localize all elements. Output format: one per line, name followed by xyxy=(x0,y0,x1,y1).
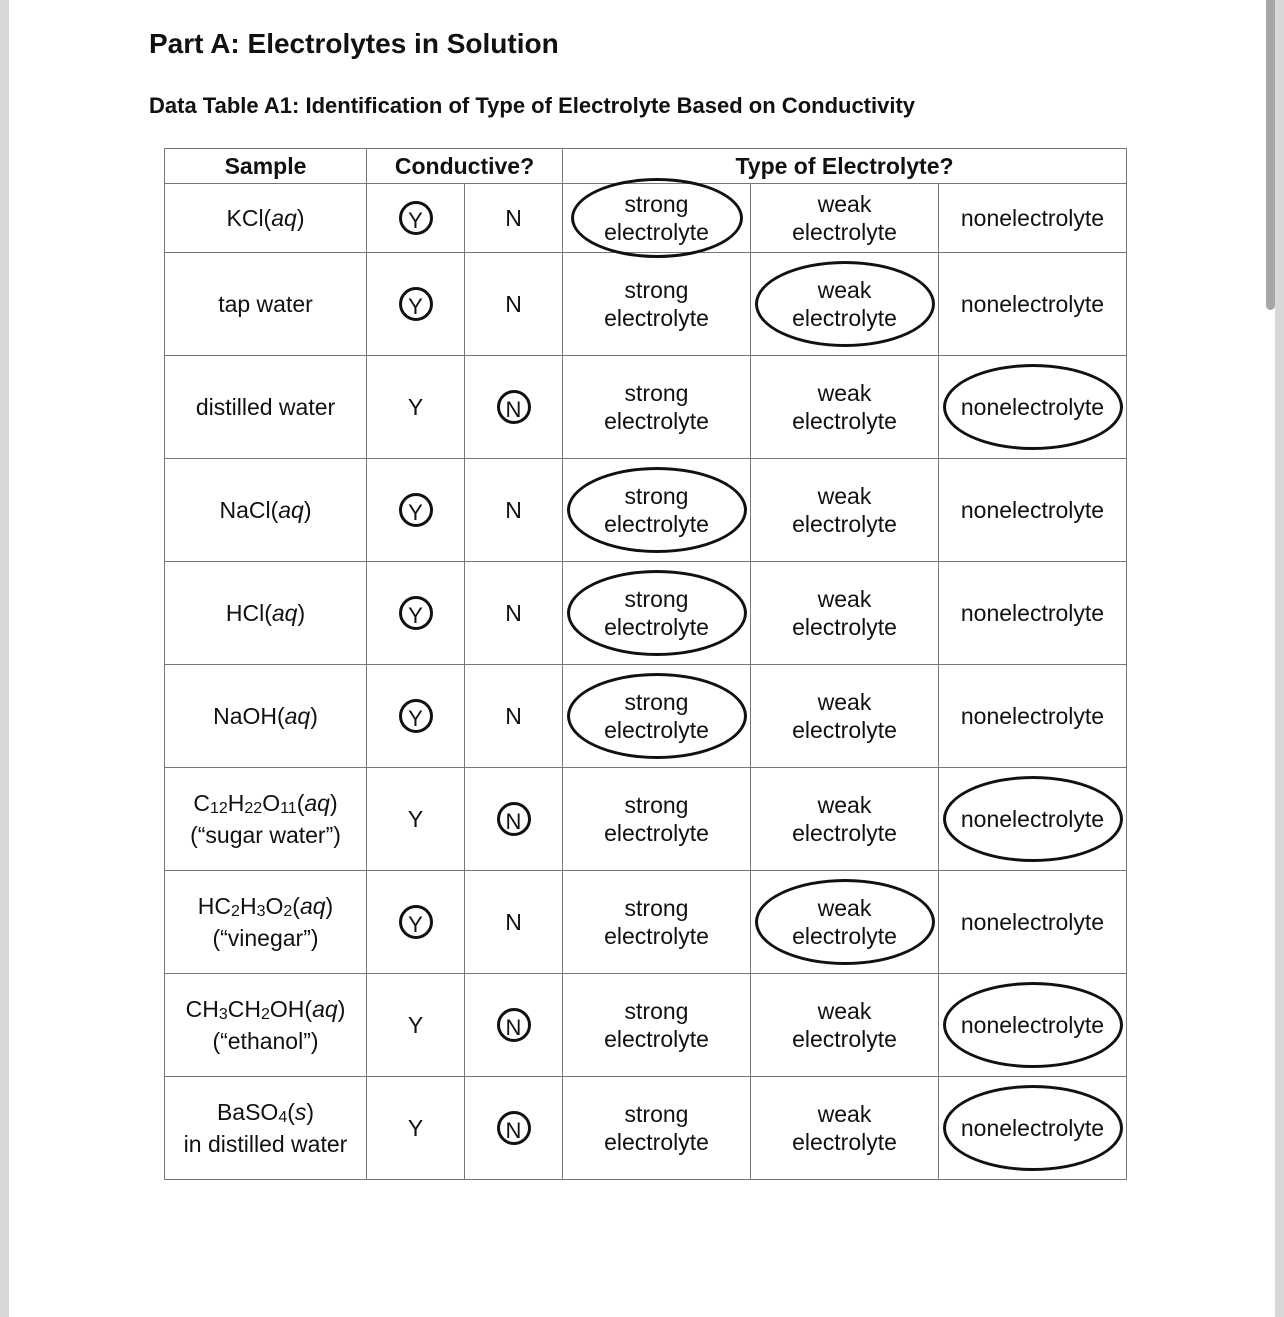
table-row xyxy=(165,768,1127,871)
sample-cell: NaCl(aq) xyxy=(165,459,367,562)
option-weak-electrolyte[interactable]: weak electrolyte xyxy=(751,768,939,871)
header-sample: Sample xyxy=(165,149,367,184)
table-row xyxy=(165,871,1127,974)
selection-circle xyxy=(567,673,747,759)
conductive-yes[interactable]: Y xyxy=(367,1077,465,1180)
conductive-no[interactable]: N xyxy=(465,356,563,459)
conductive-yes[interactable]: Y xyxy=(367,253,465,356)
sample-cell: tap water xyxy=(165,253,367,356)
header-type: Type of Electrolyte? xyxy=(563,149,1127,184)
option-strong-electrolyte[interactable]: strong electrolyte xyxy=(563,459,751,562)
option-nonelectrolyte[interactable]: nonelectrolyte xyxy=(939,871,1127,974)
option-weak-electrolyte[interactable]: weak electrolyte xyxy=(751,665,939,768)
table-row xyxy=(165,459,1127,562)
table-row xyxy=(165,356,1127,459)
option-nonelectrolyte[interactable]: nonelectrolyte xyxy=(939,974,1127,1077)
section-heading: Part A: Electrolytes in Solution xyxy=(149,28,559,59)
selection-circle xyxy=(567,467,747,553)
option-strong-electrolyte[interactable]: strong electrolyte xyxy=(563,974,751,1077)
option-strong-electrolyte[interactable]: strong electrolyte xyxy=(563,253,751,356)
option-weak-electrolyte[interactable]: weak electrolyte xyxy=(751,253,939,356)
electrolyte-data-table xyxy=(164,148,1127,1180)
conductive-yes[interactable]: Y xyxy=(367,665,465,768)
option-nonelectrolyte[interactable]: nonelectrolyte xyxy=(939,459,1127,562)
conductive-yes[interactable]: Y xyxy=(367,562,465,665)
header-conductive: Conductive? xyxy=(367,149,563,184)
option-strong-electrolyte[interactable]: strong electrolyte xyxy=(563,871,751,974)
conductive-no[interactable]: N xyxy=(465,1077,563,1180)
table-row xyxy=(165,665,1127,768)
sample-cell: $CH_3CH_2OH(aq)$ (“ethanol”) xyxy=(165,974,367,1077)
option-weak-electrolyte[interactable]: weak electrolyte xyxy=(751,459,939,562)
option-nonelectrolyte[interactable]: nonelectrolyte xyxy=(939,356,1127,459)
option-strong-electrolyte[interactable]: strong electrolyte xyxy=(563,665,751,768)
table-row xyxy=(165,1077,1127,1180)
selection-circle xyxy=(755,261,935,347)
conductive-yes[interactable]: Y xyxy=(367,184,465,253)
conductive-no[interactable]: N xyxy=(465,562,563,665)
option-weak-electrolyte[interactable]: weak electrolyte xyxy=(751,356,939,459)
sample-cell: $C_{12}H_{22}O_{11}(aq)$ (“sugar water”) xyxy=(165,768,367,871)
conductive-yes[interactable]: Y xyxy=(367,768,465,871)
option-weak-electrolyte[interactable]: weak electrolyte xyxy=(751,974,939,1077)
conductive-no[interactable]: N xyxy=(465,253,563,356)
option-strong-electrolyte[interactable]: strong electrolyte xyxy=(563,184,751,253)
table-row xyxy=(165,184,1127,253)
conductive-no[interactable]: N xyxy=(465,768,563,871)
conductive-no[interactable]: N xyxy=(465,871,563,974)
conductive-yes[interactable]: Y xyxy=(367,356,465,459)
option-nonelectrolyte[interactable]: nonelectrolyte xyxy=(939,665,1127,768)
option-nonelectrolyte[interactable]: nonelectrolyte xyxy=(939,184,1127,253)
option-strong-electrolyte[interactable]: strong electrolyte xyxy=(563,562,751,665)
sample-cell: $HC_2H_3O_2(aq)$ (“vinegar”) xyxy=(165,871,367,974)
selection-circle xyxy=(943,776,1123,862)
option-strong-electrolyte[interactable]: strong electrolyte xyxy=(563,356,751,459)
conductive-no[interactable]: N xyxy=(465,459,563,562)
conductive-no[interactable]: N xyxy=(465,184,563,253)
option-weak-electrolyte[interactable]: weak electrolyte xyxy=(751,871,939,974)
selection-circle xyxy=(943,1085,1123,1171)
table-row xyxy=(165,562,1127,665)
conductive-yes[interactable]: Y xyxy=(367,459,465,562)
conductive-yes[interactable]: Y xyxy=(367,871,465,974)
option-nonelectrolyte[interactable]: nonelectrolyte xyxy=(939,562,1127,665)
selection-circle xyxy=(943,364,1123,450)
selection-circle xyxy=(567,570,747,656)
table-title: Data Table A1: Identification of Type of Electrolyte Based on Conductivity xyxy=(149,93,916,118)
option-weak-electrolyte[interactable]: weak electrolyte xyxy=(751,1077,939,1180)
conductive-yes[interactable]: Y xyxy=(367,974,465,1077)
sample-cell: distilled water xyxy=(165,356,367,459)
selection-circle xyxy=(571,178,743,258)
sample-cell: HCl(aq) xyxy=(165,562,367,665)
sample-cell: BaSO$_4$(s) in distilled water xyxy=(165,1077,367,1180)
option-weak-electrolyte[interactable]: weak electrolyte xyxy=(751,562,939,665)
selection-circle xyxy=(755,879,935,965)
conductive-no[interactable]: N xyxy=(465,665,563,768)
selection-circle xyxy=(943,982,1123,1068)
option-strong-electrolyte[interactable]: strong electrolyte xyxy=(563,1077,751,1180)
option-weak-electrolyte[interactable]: weak electrolyte xyxy=(751,184,939,253)
sample-cell: KCl(aq) xyxy=(165,184,367,253)
option-nonelectrolyte[interactable]: nonelectrolyte xyxy=(939,253,1127,356)
vertical-scrollbar[interactable] xyxy=(1266,0,1275,310)
option-nonelectrolyte[interactable]: nonelectrolyte xyxy=(939,768,1127,871)
option-strong-electrolyte[interactable]: strong electrolyte xyxy=(563,768,751,871)
sample-cell: NaOH(aq) xyxy=(165,665,367,768)
table-row xyxy=(165,253,1127,356)
option-nonelectrolyte[interactable]: nonelectrolyte xyxy=(939,1077,1127,1180)
conductive-no[interactable]: N xyxy=(465,974,563,1077)
table-row xyxy=(165,974,1127,1077)
